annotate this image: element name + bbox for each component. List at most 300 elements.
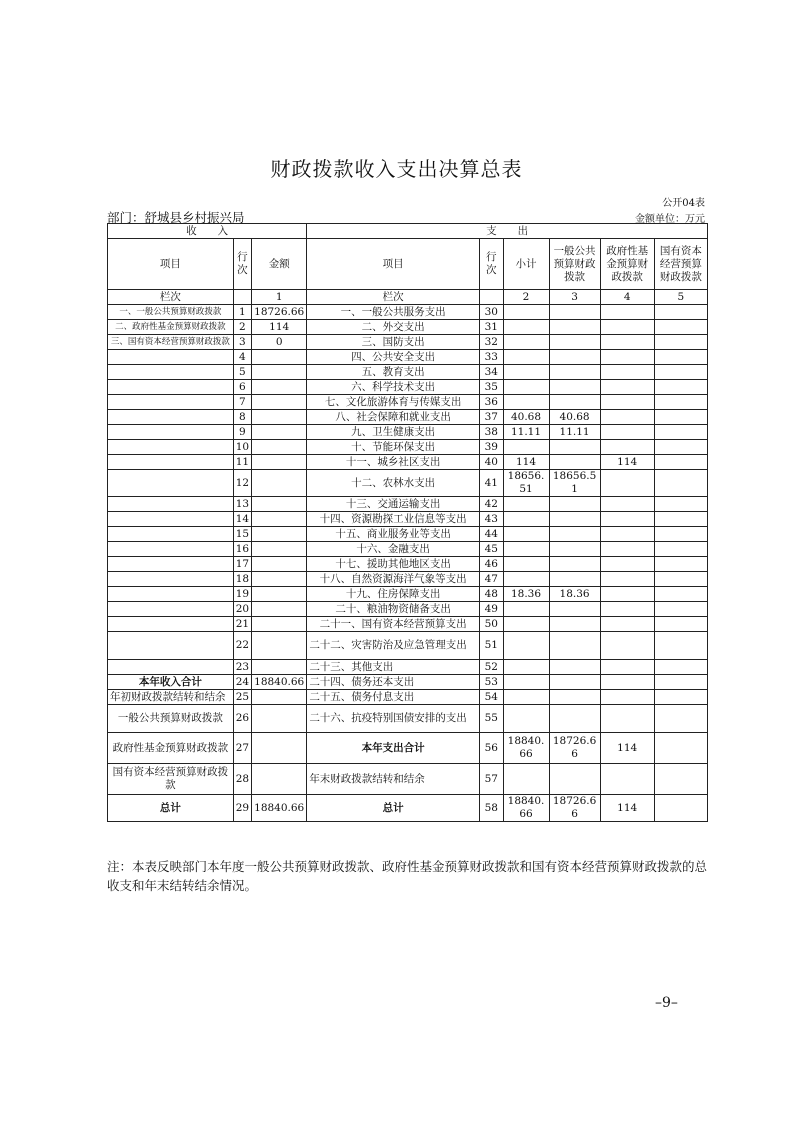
- income-amount: [252, 660, 307, 675]
- income-line-no: 18: [233, 572, 251, 587]
- expense-item: 九、卫生健康支出: [307, 425, 480, 440]
- income-item: 本年收入合计: [108, 675, 234, 690]
- income-amount: [252, 440, 307, 455]
- expense-line-no: 52: [480, 660, 504, 675]
- income-item: [108, 425, 234, 440]
- column-number-5: 5: [654, 290, 707, 305]
- subtotal-value: [503, 617, 549, 632]
- income-item: 三、国有资本经营预算财政拨款: [108, 335, 234, 350]
- income-line-no: 2: [233, 320, 251, 335]
- income-line-no: 4: [233, 350, 251, 365]
- income-line-no: 16: [233, 542, 251, 557]
- expense-line-no: 38: [480, 425, 504, 440]
- expense-item: 二十四、债务还本支出: [307, 675, 480, 690]
- table-row: [108, 705, 708, 733]
- state-capital-value: [654, 425, 707, 440]
- gov-fund-value: [600, 335, 654, 350]
- income-item: [108, 587, 234, 602]
- income-line-no: 7: [233, 395, 251, 410]
- expense-item: 三、国防支出: [307, 335, 480, 350]
- gov-fund-value: [600, 602, 654, 617]
- subtotal-value: 18840.66: [503, 795, 549, 822]
- table-row: [108, 764, 708, 795]
- expense-line-no: 46: [480, 557, 504, 572]
- income-item: [108, 380, 234, 395]
- income-item: 政府性基金预算财政拨款: [108, 733, 234, 764]
- general-budget-value: [549, 455, 600, 470]
- state-capital-value: [654, 350, 707, 365]
- general-budget-value: [549, 675, 600, 690]
- expense-line-no: 56: [480, 733, 504, 764]
- table-row: [108, 632, 708, 660]
- income-item: [108, 440, 234, 455]
- table-row: [108, 320, 708, 335]
- expense-line-no: 50: [480, 617, 504, 632]
- income-amount: [252, 425, 307, 440]
- table-row: [108, 425, 708, 440]
- table-row: [108, 542, 708, 557]
- gov-fund-value: [600, 542, 654, 557]
- expense-line-no: 58: [480, 795, 504, 822]
- income-line-no: 21: [233, 617, 251, 632]
- state-capital-value: [654, 660, 707, 675]
- general-budget-value: 18656.51: [549, 470, 600, 497]
- income-amount: [252, 617, 307, 632]
- expense-line-no: 48: [480, 587, 504, 602]
- state-capital-value: [654, 497, 707, 512]
- column-number-1: 1: [252, 290, 307, 305]
- expense-item: 八、社会保障和就业支出: [307, 410, 480, 425]
- gov-fund-value: 114: [600, 795, 654, 822]
- expense-header: 支 出: [307, 224, 708, 239]
- state-capital-value: [654, 602, 707, 617]
- general-budget-value: [549, 690, 600, 705]
- income-line-no: 27: [233, 733, 251, 764]
- income-amount: 0: [252, 335, 307, 350]
- gov-fund-value: [600, 470, 654, 497]
- expense-item: 五、教育支出: [307, 365, 480, 380]
- table-row: [108, 587, 708, 602]
- general-budget-value: 18726.66: [549, 795, 600, 822]
- gov-fund-value: [600, 690, 654, 705]
- state-capital-value: [654, 587, 707, 602]
- general-budget-value: [549, 632, 600, 660]
- subtotal-value: [503, 602, 549, 617]
- subtotal-value: 40.68: [503, 410, 549, 425]
- gov-fund-value: [600, 365, 654, 380]
- table-row: [108, 733, 708, 764]
- subtotal-value: [503, 527, 549, 542]
- state-capital-value: [654, 617, 707, 632]
- subtotal-value: [503, 632, 549, 660]
- gov-fund-value: [600, 320, 654, 335]
- expense-item: 一、一般公共服务支出: [307, 305, 480, 320]
- state-capital-value: [654, 440, 707, 455]
- subtotal-header: 小计: [503, 239, 549, 290]
- expense-item: 六、科学技术支出: [307, 380, 480, 395]
- income-line-no: 26: [233, 705, 251, 733]
- income-amount-header: 金额: [252, 239, 307, 290]
- column-blank: [233, 290, 251, 305]
- table-row: [108, 380, 708, 395]
- general-budget-value: [549, 764, 600, 795]
- income-amount: [252, 587, 307, 602]
- state-capital-value: [654, 764, 707, 795]
- income-amount: [252, 705, 307, 733]
- general-budget-value: 11.11: [549, 425, 600, 440]
- subtotal-value: [503, 497, 549, 512]
- gov-fund-value: [600, 512, 654, 527]
- income-amount: [252, 690, 307, 705]
- state-capital-value: [654, 395, 707, 410]
- amount-unit-label: 金额单位：万元: [635, 214, 705, 225]
- column-number-4: 4: [600, 290, 654, 305]
- general-budget-value: [549, 335, 600, 350]
- expense-line-no: 34: [480, 365, 504, 380]
- income-line-no: 13: [233, 497, 251, 512]
- expense-item: 总计: [307, 795, 480, 822]
- subtotal-value: 18.36: [503, 587, 549, 602]
- subtotal-value: 114: [503, 455, 549, 470]
- gov-fund-value: [600, 395, 654, 410]
- subtotal-value: 18656.51: [503, 470, 549, 497]
- state-capital-value: [654, 795, 707, 822]
- subtotal-value: [503, 705, 549, 733]
- income-item: [108, 527, 234, 542]
- expense-line-no: 42: [480, 497, 504, 512]
- general-budget-value: [549, 365, 600, 380]
- gov-fund-value: [600, 764, 654, 795]
- general-budget-value: [549, 527, 600, 542]
- table-row: [108, 350, 708, 365]
- column-number-3: 3: [549, 290, 600, 305]
- gov-fund-value: [600, 557, 654, 572]
- expense-line-no: 49: [480, 602, 504, 617]
- income-item: 总计: [108, 795, 234, 822]
- table-row: [108, 305, 708, 320]
- subtotal-value: [503, 365, 549, 380]
- expense-item: 二、外交支出: [307, 320, 480, 335]
- income-header: 收 入: [108, 224, 307, 239]
- gov-fund-value: [600, 380, 654, 395]
- income-amount: 18840.66: [252, 795, 307, 822]
- state-capital-value: [654, 335, 707, 350]
- subtotal-value: [503, 320, 549, 335]
- state-capital-value: [654, 705, 707, 733]
- subtotal-value: [503, 440, 549, 455]
- general-budget-value: [549, 380, 600, 395]
- income-amount: 18840.66: [252, 675, 307, 690]
- income-item: 年初财政拨款结转和结余: [108, 690, 234, 705]
- department-label: 部门：舒城县乡村振兴局: [107, 210, 245, 225]
- income-amount: [252, 410, 307, 425]
- subtotal-value: [503, 572, 549, 587]
- gov-fund-header: 政府性基金预算财政拨款: [600, 239, 654, 290]
- expense-item: 十五、商业服务业等支出: [307, 527, 480, 542]
- income-item: [108, 395, 234, 410]
- subtotal-value: [503, 305, 549, 320]
- gov-fund-value: [600, 305, 654, 320]
- expense-item: 十二、农林水支出: [307, 470, 480, 497]
- gov-fund-value: 114: [600, 733, 654, 764]
- income-amount: [252, 632, 307, 660]
- table-row: [108, 497, 708, 512]
- expense-item: 二十二、灾害防治及应急管理支出: [307, 632, 480, 660]
- gov-fund-value: [600, 587, 654, 602]
- state-capital-header: 国有资本经营预算财政拨款: [654, 239, 707, 290]
- state-capital-value: [654, 320, 707, 335]
- gov-fund-value: [600, 705, 654, 733]
- table-row: [108, 440, 708, 455]
- expense-line-no: 32: [480, 335, 504, 350]
- expense-line-no: 35: [480, 380, 504, 395]
- subtotal-value: [503, 542, 549, 557]
- state-capital-value: [654, 632, 707, 660]
- income-amount: [252, 470, 307, 497]
- income-line-no-header: 行次: [233, 239, 251, 290]
- gov-fund-value: 114: [600, 455, 654, 470]
- expense-item-header: 项目: [307, 239, 480, 290]
- income-amount: [252, 733, 307, 764]
- expense-item: 二十一、国有资本经营预算支出: [307, 617, 480, 632]
- income-line-no: 10: [233, 440, 251, 455]
- general-budget-value: [549, 350, 600, 365]
- expense-line-no: 47: [480, 572, 504, 587]
- income-amount: [252, 380, 307, 395]
- general-budget-value: [549, 497, 600, 512]
- expense-item: 十四、资源勘探工业信息等支出: [307, 512, 480, 527]
- table-row: [108, 617, 708, 632]
- gov-fund-value: [600, 497, 654, 512]
- income-line-no: 28: [233, 764, 251, 795]
- income-line-no: 17: [233, 557, 251, 572]
- gov-fund-value: [600, 527, 654, 542]
- general-budget-value: [549, 557, 600, 572]
- subtotal-value: 11.11: [503, 425, 549, 440]
- subtotal-value: [503, 395, 549, 410]
- general-budget-value: [549, 512, 600, 527]
- expense-line-no: 55: [480, 705, 504, 733]
- expense-line-no: 44: [480, 527, 504, 542]
- income-item: [108, 660, 234, 675]
- gov-fund-value: [600, 410, 654, 425]
- subtotal-value: [503, 764, 549, 795]
- income-item: [108, 410, 234, 425]
- expense-item: 十九、住房保障支出: [307, 587, 480, 602]
- gov-fund-value: [600, 572, 654, 587]
- expense-item: 二十六、抗疫特别国债安排的支出: [307, 705, 480, 733]
- subtotal-value: [503, 512, 549, 527]
- income-line-no: 19: [233, 587, 251, 602]
- subtotal-value: [503, 675, 549, 690]
- state-capital-value: [654, 733, 707, 764]
- state-capital-value: [654, 455, 707, 470]
- income-item: [108, 455, 234, 470]
- expense-item: 二十五、债务付息支出: [307, 690, 480, 705]
- table-row: [108, 470, 708, 497]
- expense-line-no: 45: [480, 542, 504, 557]
- state-capital-value: [654, 675, 707, 690]
- subtotal-value: [503, 690, 549, 705]
- table-row: [108, 690, 708, 705]
- general-budget-value: [549, 305, 600, 320]
- income-amount: [252, 350, 307, 365]
- state-capital-value: [654, 527, 707, 542]
- income-amount: [252, 542, 307, 557]
- income-line-no: 24: [233, 675, 251, 690]
- subtotal-value: 18840.66: [503, 733, 549, 764]
- table-row: [108, 602, 708, 617]
- expense-line-no: 51: [480, 632, 504, 660]
- subtotal-value: [503, 660, 549, 675]
- table-row: [108, 365, 708, 380]
- expense-line-no: 57: [480, 764, 504, 795]
- expense-item: 本年支出合计: [307, 733, 480, 764]
- income-item: [108, 350, 234, 365]
- column-label: 栏次: [108, 290, 234, 305]
- general-budget-value: [549, 705, 600, 733]
- column-label: 栏次: [307, 290, 480, 305]
- form-number: 公开04表: [662, 198, 705, 209]
- income-item: [108, 617, 234, 632]
- expense-item: 七、文化旅游体育与传媒支出: [307, 395, 480, 410]
- expense-line-no: 31: [480, 320, 504, 335]
- income-item: 一、一般公共预算财政拨款: [108, 305, 234, 320]
- income-amount: [252, 455, 307, 470]
- subtotal-value: [503, 380, 549, 395]
- expense-item: 十六、金融支出: [307, 542, 480, 557]
- expense-item: 十、节能环保支出: [307, 440, 480, 455]
- income-item: 国有资本经营预算财政拨款: [108, 764, 234, 795]
- state-capital-value: [654, 365, 707, 380]
- income-item: [108, 542, 234, 557]
- subtotal-value: [503, 335, 549, 350]
- column-blank: [480, 290, 504, 305]
- table-row: [108, 660, 708, 675]
- expense-line-no: 40: [480, 455, 504, 470]
- income-item: [108, 365, 234, 380]
- income-line-no: 11: [233, 455, 251, 470]
- general-budget-value: [549, 542, 600, 557]
- income-line-no: 9: [233, 425, 251, 440]
- general-budget-value: [549, 572, 600, 587]
- income-line-no: 20: [233, 602, 251, 617]
- gov-fund-value: [600, 425, 654, 440]
- expense-line-no: 33: [480, 350, 504, 365]
- table-row: [108, 572, 708, 587]
- expense-line-no: 39: [480, 440, 504, 455]
- table-note: 注：本表反映部门本年度一般公共预算财政拨款、政府性基金预算财政拨款和国有资本经营预算财政拨款的总收支和年末结转结余情况。: [107, 859, 708, 893]
- income-amount: 18726.66: [252, 305, 307, 320]
- state-capital-value: [654, 542, 707, 557]
- page-number: –9–: [655, 995, 678, 1011]
- gov-fund-value: [600, 632, 654, 660]
- income-line-no: 15: [233, 527, 251, 542]
- state-capital-value: [654, 572, 707, 587]
- table-row: [108, 675, 708, 690]
- income-amount: [252, 572, 307, 587]
- general-budget-value: [549, 395, 600, 410]
- gov-fund-value: [600, 617, 654, 632]
- income-amount: [252, 512, 307, 527]
- income-line-no: 6: [233, 380, 251, 395]
- income-item: [108, 602, 234, 617]
- gov-fund-value: [600, 660, 654, 675]
- income-line-no: 22: [233, 632, 251, 660]
- expense-line-no: 53: [480, 675, 504, 690]
- gov-fund-value: [600, 440, 654, 455]
- income-line-no: 5: [233, 365, 251, 380]
- table-row: [108, 512, 708, 527]
- expense-line-no: 36: [480, 395, 504, 410]
- general-budget-value: 18726.66: [549, 733, 600, 764]
- income-amount: [252, 764, 307, 795]
- expense-line-no: 30: [480, 305, 504, 320]
- general-budget-value: [549, 660, 600, 675]
- income-amount: [252, 365, 307, 380]
- table-row: [108, 795, 708, 822]
- income-line-no: 29: [233, 795, 251, 822]
- state-capital-value: [654, 557, 707, 572]
- income-item: [108, 572, 234, 587]
- subtotal-value: [503, 557, 549, 572]
- expense-line-no: 37: [480, 410, 504, 425]
- income-amount: [252, 557, 307, 572]
- page-title: 财政拨款收入支出决算总表: [270, 157, 523, 181]
- expense-item: 二十、粮油物资储备支出: [307, 602, 480, 617]
- income-line-no: 25: [233, 690, 251, 705]
- general-budget-value: 18.36: [549, 587, 600, 602]
- expense-line-no-header: 行次: [480, 239, 504, 290]
- column-number-2: 2: [503, 290, 549, 305]
- state-capital-value: [654, 470, 707, 497]
- general-budget-value: [549, 602, 600, 617]
- income-line-no: 3: [233, 335, 251, 350]
- state-capital-value: [654, 512, 707, 527]
- general-budget-value: 40.68: [549, 410, 600, 425]
- expense-item: 十三、交通运输支出: [307, 497, 480, 512]
- income-amount: 114: [252, 320, 307, 335]
- income-line-no: 23: [233, 660, 251, 675]
- budget-summary-table: [107, 223, 708, 822]
- table-row: [108, 410, 708, 425]
- income-amount: [252, 602, 307, 617]
- income-item: [108, 632, 234, 660]
- state-capital-value: [654, 690, 707, 705]
- general-budget-value: [549, 440, 600, 455]
- expense-item: 四、公共安全支出: [307, 350, 480, 365]
- income-item: [108, 557, 234, 572]
- income-amount: [252, 527, 307, 542]
- expense-item: 年末财政拨款结转和结余: [307, 764, 480, 795]
- state-capital-value: [654, 380, 707, 395]
- income-item: [108, 512, 234, 527]
- expense-item: 十一、城乡社区支出: [307, 455, 480, 470]
- expense-item: 十七、援助其他地区支出: [307, 557, 480, 572]
- gov-fund-value: [600, 675, 654, 690]
- subtotal-value: [503, 350, 549, 365]
- table-row: [108, 527, 708, 542]
- state-capital-value: [654, 410, 707, 425]
- table-row: [108, 455, 708, 470]
- income-item: 二、政府性基金预算财政拨款: [108, 320, 234, 335]
- income-line-no: 12: [233, 470, 251, 497]
- expense-line-no: 54: [480, 690, 504, 705]
- income-item-header: 项目: [108, 239, 234, 290]
- income-item: 一般公共预算财政拨款: [108, 705, 234, 733]
- expense-item: 二十三、其他支出: [307, 660, 480, 675]
- table-row: [108, 335, 708, 350]
